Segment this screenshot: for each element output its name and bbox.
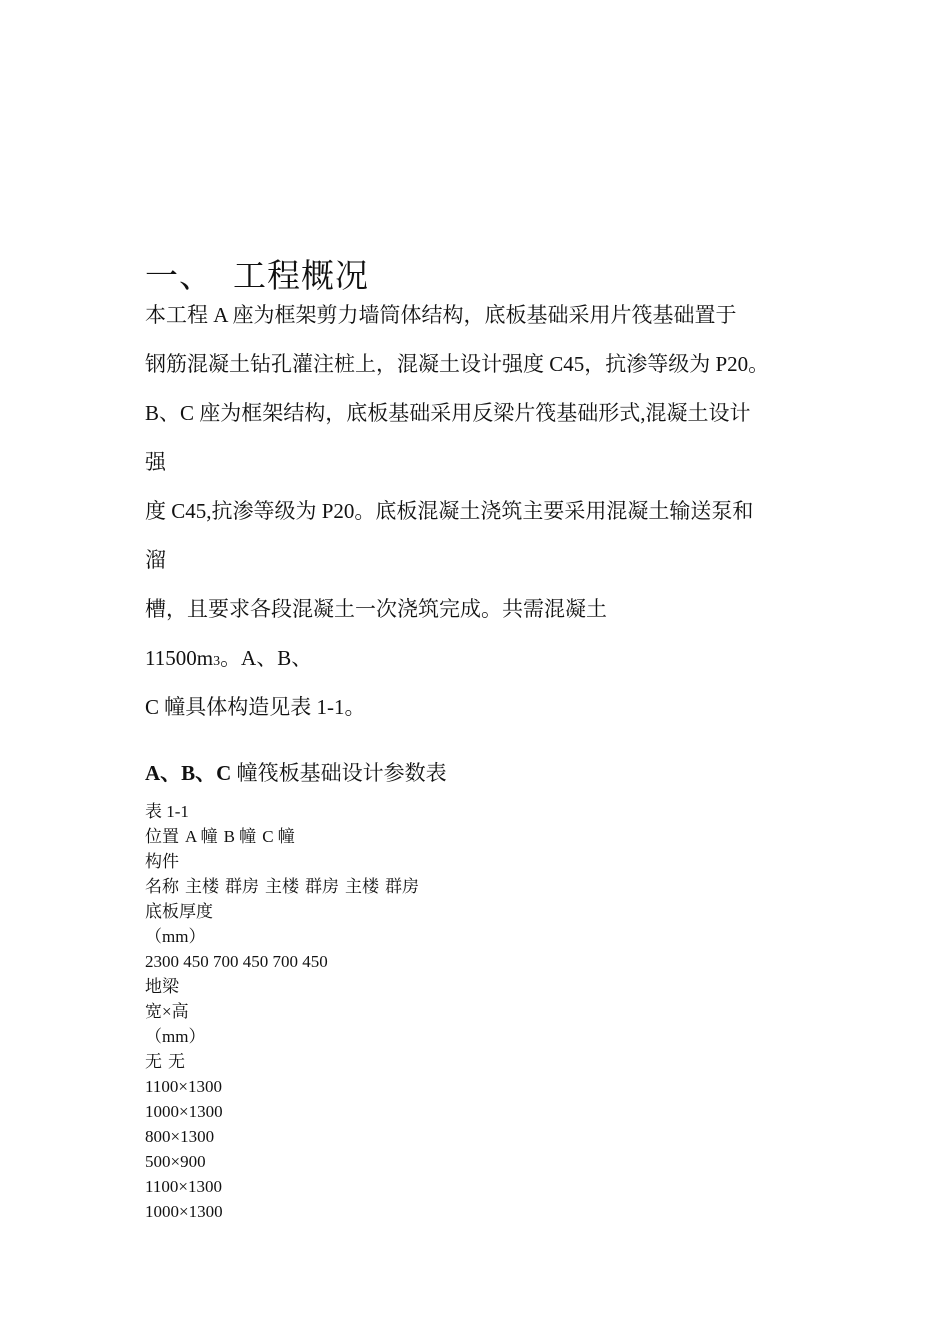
table-text-line [145, 949, 425, 974]
table-cell-text: 500×900 [145, 1152, 206, 1171]
section-heading [145, 255, 369, 299]
table-cell-text: 主楼 [185, 877, 219, 896]
table-text-line [145, 924, 425, 949]
table-text-line [145, 874, 425, 899]
table-cell-text: 无 [168, 1052, 185, 1071]
volume-unit-exponent: 3 [213, 654, 221, 669]
table-cell-text: 无 [145, 1052, 162, 1071]
paragraph-line: 强 [145, 450, 166, 474]
table-cell-text: 主楼 [265, 877, 299, 896]
section-number: 一、 [145, 259, 213, 295]
table-cell-text: 主楼 [345, 877, 379, 896]
table-text-line [145, 999, 425, 1024]
paragraph-line: 溜 [145, 548, 166, 572]
volume-line [145, 646, 825, 670]
table-cell-text: 群房 [305, 877, 339, 896]
table-title-bold: A、B、C [145, 761, 232, 785]
paragraph-line: 本工程 A 座为框架剪力墙筒体结构，底板基础采用片筏基础置于 [145, 303, 737, 327]
table-cell-text: 800×1300 [145, 1127, 215, 1146]
overview-paragraph [145, 303, 825, 744]
table-text-line [145, 974, 425, 999]
table-cell-text: （mm） [145, 1027, 206, 1046]
table-title-rest: 幢筏板基础设计参数表 [231, 761, 447, 785]
table-cell-text: 位置 [145, 827, 179, 846]
table-cell-text: 表 1-1 [145, 802, 189, 821]
table-text-line [145, 1074, 425, 1099]
table-reference-line: C 幢具体构造见表 1-1。 [145, 695, 366, 719]
volume-tail: 。A、B、 [220, 646, 313, 670]
paragraph-line: B、C 座为框架结构，底板基础采用反梁片筏基础形式,混凝土设计 [145, 401, 751, 425]
table-cell-text: B 幢 [223, 827, 257, 846]
table-text-line [145, 849, 425, 874]
table-cell-text: 1000×1300 [145, 1102, 223, 1121]
table-cell-text: 宽×高 [145, 1002, 189, 1021]
table-cell-text: C 幢 [262, 827, 295, 846]
table-text-line [145, 1124, 425, 1149]
table-cell-text: 构件 [145, 852, 179, 871]
section-title: 工程概况 [233, 259, 369, 295]
table-text-line [145, 1199, 425, 1224]
paragraph-line: 钢筋混凝土钻孔灌注桩上，混凝土设计强度 C45，抗渗等级为 P20。 [145, 352, 770, 376]
table-cell-text: 1100×1300 [145, 1177, 222, 1196]
table-cell-text: 1100×1300 [145, 1077, 222, 1096]
paragraph-line: 度 C45,抗渗等级为 P20。底板混凝土浇筑主要采用混凝土输送泵和 [145, 499, 754, 523]
table-cell-text: 群房 [225, 877, 259, 896]
table-cell-text: 底板厚度 [145, 902, 213, 921]
volume-value: 11500m [145, 646, 214, 670]
table-title [145, 760, 447, 786]
table-text-line [145, 799, 425, 824]
table-cell-text: A 幢 [185, 827, 218, 846]
table-text-line [145, 824, 425, 849]
table-text-line [145, 1049, 425, 1074]
table-cell-text: 名称 [145, 877, 179, 896]
table-cell-text: 1000×1300 [145, 1202, 223, 1221]
table-text-line [145, 1024, 425, 1049]
table-text-line [145, 1099, 425, 1124]
table-text-line [145, 1149, 425, 1174]
table-text-line [145, 899, 425, 924]
table-text-line [145, 1174, 425, 1199]
paragraph-line: 槽，且要求各段混凝土一次浇筑完成。共需混凝土 [145, 597, 607, 621]
table-cell-text: 群房 [385, 877, 419, 896]
table-cell-text: （mm） [145, 927, 206, 946]
table-cell-text: 地梁 [145, 977, 179, 996]
parameter-table-text [145, 799, 425, 1224]
table-cell-text: 2300 450 700 450 700 450 [145, 952, 328, 971]
